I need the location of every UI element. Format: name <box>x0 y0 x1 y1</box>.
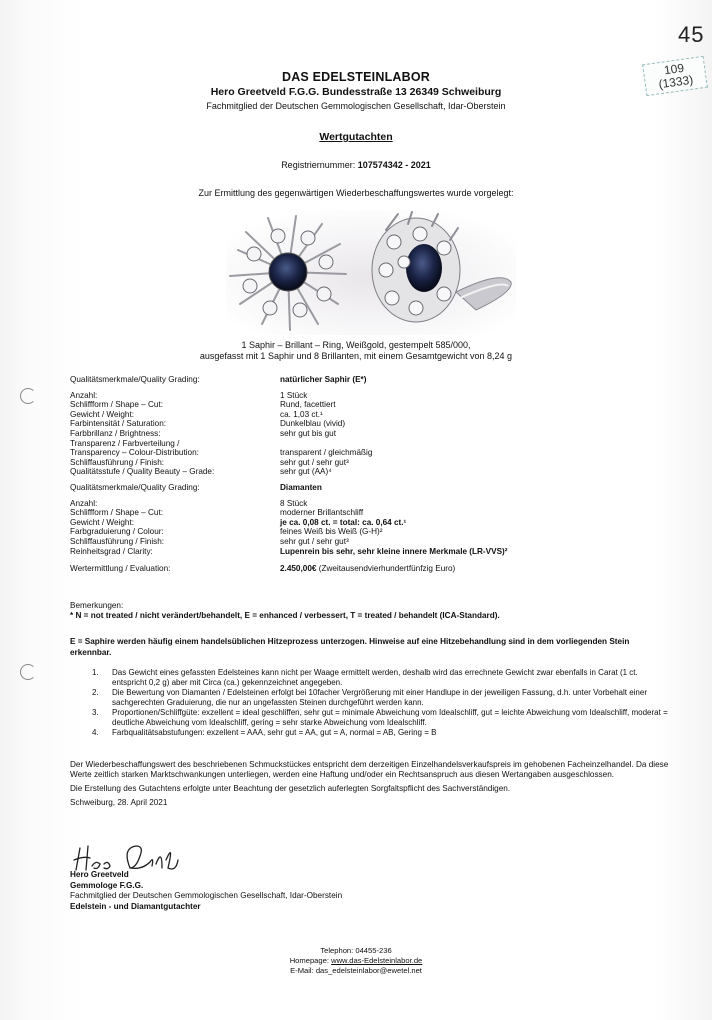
sapphire-row <box>70 410 670 420</box>
signer-block <box>70 870 570 912</box>
row-value: natürlicher Saphir (E*) <box>280 375 367 384</box>
row-label: Gewicht / Weight: <box>70 409 135 419</box>
row-value: 1 Stück <box>280 390 308 400</box>
sapphire-row <box>70 375 670 385</box>
footnotes <box>70 668 670 738</box>
registration-number: 107574342 - 2021 <box>357 160 431 170</box>
place-date: Schweiburg, 28. April 2021 <box>70 798 168 807</box>
signer-membership: Fachmitglied der Deutschen Gemmologischen Gesellschaft, Idar-Oberstein <box>70 891 343 901</box>
diamond-row <box>70 537 670 547</box>
footer-phone: Telephon: 04455-236 <box>320 946 392 955</box>
remarks-heading: Bemerkungen: <box>70 601 124 610</box>
closing-text <box>70 760 670 808</box>
row-label: Reinheitsgrad / Clarity: <box>70 546 153 556</box>
row-value: sehr gut / sehr gut³ <box>280 457 349 467</box>
row-value: 8 Stück <box>280 498 308 508</box>
diamond-row <box>70 483 670 493</box>
diamond-row <box>70 547 670 557</box>
row-label: Transparency – Colour-Distribution: <box>70 448 199 458</box>
footnote <box>70 728 670 738</box>
valuation-label: Wertermittlung / Evaluation: <box>70 564 171 574</box>
footnote <box>70 668 670 688</box>
footer-email: E-Mail: das_edelsteinlabor@ewetel.net <box>290 966 422 975</box>
enhancement-note: E = Saphire werden häufig einem handelsüblichen Hitzeprozess unterzogen. Hinweise auf eine Hitzebehandlung sind in dem vorliegenden Stein erkennbar. <box>70 637 630 657</box>
footnote-number: 1. <box>92 668 99 677</box>
punch-hole <box>20 388 36 404</box>
footnote-number: 4. <box>92 728 99 737</box>
row-label: Farbbrillanz / Brightness: <box>70 428 161 438</box>
company-name: DAS EDELSTEINLABOR <box>281 70 431 84</box>
row-value: transparent / gleichmäßig <box>280 448 373 458</box>
sapphire-row <box>70 458 670 468</box>
signer-role: Edelstein - und Diamantgutachter <box>70 901 201 911</box>
row-value: Diamanten <box>280 482 322 492</box>
row-value: moderner Brillantschliff <box>280 508 364 518</box>
row-value: Lupenrein bis sehr, sehr kleine innere Merkmale (LR-VVS)² <box>280 546 508 556</box>
punch-hole <box>20 664 36 680</box>
row-value: je ca. 0,08 ct. = total: ca. 0,64 ct.¹ <box>280 517 407 527</box>
sapphire-row <box>70 448 670 458</box>
row-label: Gewicht / Weight: <box>70 517 135 527</box>
closing-paragraph-2: Die Erstellung des Gutachtens erfolgte unter Beachtung der gesetzlich auferlegten Sorgfaltspflicht des Sachverständigen. <box>70 784 511 793</box>
valuation-amount: 2.450,00€ <box>280 564 317 574</box>
intro-text: Zur Ermittlung des gegenwärtigen Wiederbeschaffungswertes wurde vorgelegt: <box>198 188 514 198</box>
row-label: Schliffausführung / Finish: <box>70 536 165 546</box>
diamond-row <box>70 499 670 509</box>
row-value: sehr gut (AA)⁴ <box>280 467 332 477</box>
registration-line <box>0 160 712 170</box>
remarks <box>70 601 670 621</box>
company-membership: Fachmitglied der Deutschen Gemmologischen Gesellschaft, Idar-Oberstein <box>206 101 506 111</box>
row-label: Qualitätsmerkmale/Quality Grading: <box>70 482 200 492</box>
remarks-text: * N = not treated / nicht verändert/behandelt, E = enhanced / verbessert, T = treated / behandelt (ICA-Standard). <box>70 611 500 620</box>
footnote-text: Proportionen/Schliffgüte: exzellent = ideal geschliffen, sehr gut = minimale Abweichung vom Idealschliff, gut = leichte Abweichung vom Idealschliff, moderat = deutliche Abweichung vom Idealschliff, gering = sehr starke Abweichung vom Idealschliff. <box>112 708 668 727</box>
row-label: Farbgraduierung / Colour: <box>70 527 164 537</box>
footer-homepage-label: Homepage: <box>289 956 329 965</box>
row-label: Qualitätsstufe / Quality Beauty – Grade: <box>70 467 215 477</box>
diamond-row <box>70 518 670 528</box>
sapphire-row <box>70 467 670 477</box>
row-label: Farbintensität / Saturation: <box>70 419 167 429</box>
sapphire-row <box>70 419 670 429</box>
grading-section <box>70 375 670 574</box>
sapphire-row <box>70 429 670 439</box>
row-label: Schliffform / Shape – Cut: <box>70 400 163 410</box>
description-line-1: 1 Saphir – Brillant – Ring, Weißgold, gestempelt 585/000, <box>241 340 471 350</box>
row-label: Qualitätsmerkmale/Quality Grading: <box>70 375 200 384</box>
row-value: sehr gut / sehr gut³ <box>280 536 349 546</box>
row-label: Transparenz / Farbverteilung / <box>70 438 180 448</box>
row-label: Schliffform / Shape – Cut: <box>70 508 163 518</box>
item-description <box>0 340 712 362</box>
ring-photo <box>226 210 516 335</box>
row-value: feines Weiß bis Weiß (G-H)² <box>280 527 383 537</box>
company-address: Hero Greetveld F.G.G. Bundesstraße 13 26349 Schweiburg <box>210 86 502 98</box>
registration-label: Registriernummer: <box>281 160 356 170</box>
footer <box>0 946 712 976</box>
diamond-row <box>70 508 670 518</box>
homepage-link[interactable]: www.das-Edelsteinlabor.de <box>331 956 423 965</box>
row-value: ca. 1,03 ct.¹ <box>280 409 323 419</box>
document-title: Wertgutachten <box>319 131 393 143</box>
footnote <box>70 688 670 708</box>
archive-number: 109 (1333) <box>642 56 708 96</box>
diamond-row <box>70 527 670 537</box>
valuation-words: (Zweitausendvierhundertfünfzig Euro) <box>318 564 456 574</box>
footnote-text: Das Gewicht eines gefassten Edelsteines kann nicht per Waage ermittelt werden, deshalb wird das errechnete Gewicht zwar ebenfalls in Carat (1 ct. entspricht 0,2 g) aber mit Circa (ca.) gekennzeichnet angegeben. <box>112 668 638 687</box>
row-value: Dunkelblau (vivid) <box>280 419 346 429</box>
valuation-row <box>70 564 670 574</box>
row-label: Schliffausführung / Finish: <box>70 457 165 467</box>
row-value: Rund, facettiert <box>280 400 336 410</box>
closing-paragraph-1: Der Wiederbeschaffungswert des beschriebenen Schmuckstückes entspricht dem derzeitigen Einzelhandelsverkaufspreis im gehobenen Facheinzelhandel. Da diese Werte zeitlich starken Marktschwankungen unterliegen, werden eine Haftung und/oder ein Rechtsanspruch aus diesen Wertangaben ausgeschlossen. <box>70 760 669 779</box>
row-label: Anzahl: <box>70 390 98 400</box>
sapphire-row <box>70 400 670 410</box>
sapphire-row <box>70 439 670 449</box>
footnote-number: 2. <box>92 688 99 697</box>
row-label: Anzahl: <box>70 498 98 508</box>
sapphire-row <box>70 391 670 401</box>
footnote-text: Farbqualitätsabstufungen: exzellent = AAA, sehr gut = AA, gut = A, normal = AB, Gering = B <box>112 728 437 737</box>
footnote <box>70 708 670 728</box>
description-line-2: ausgefasst mit 1 Saphir und 8 Brillanten, mit einem Gesamtgewicht von 8,24 g <box>199 351 513 361</box>
signer-title: Gemmologe F.G.G. <box>70 880 144 890</box>
page-number: 45 <box>678 22 705 47</box>
row-value: sehr gut bis gut <box>280 428 336 438</box>
footnote-number: 3. <box>92 708 99 717</box>
footnote-text: Die Bewertung von Diamanten / Edelsteinen erfolgt bei 10facher Vergrößerung mit einer Handlupe in der jeweiligen Fassung, d.h. unter Vorbehalt einer sachgerechten Graduierung, die nur an ungefassten Steinen durchgeführt werden kann. <box>112 688 647 707</box>
signer-name: Hero Greetveld <box>70 870 129 879</box>
